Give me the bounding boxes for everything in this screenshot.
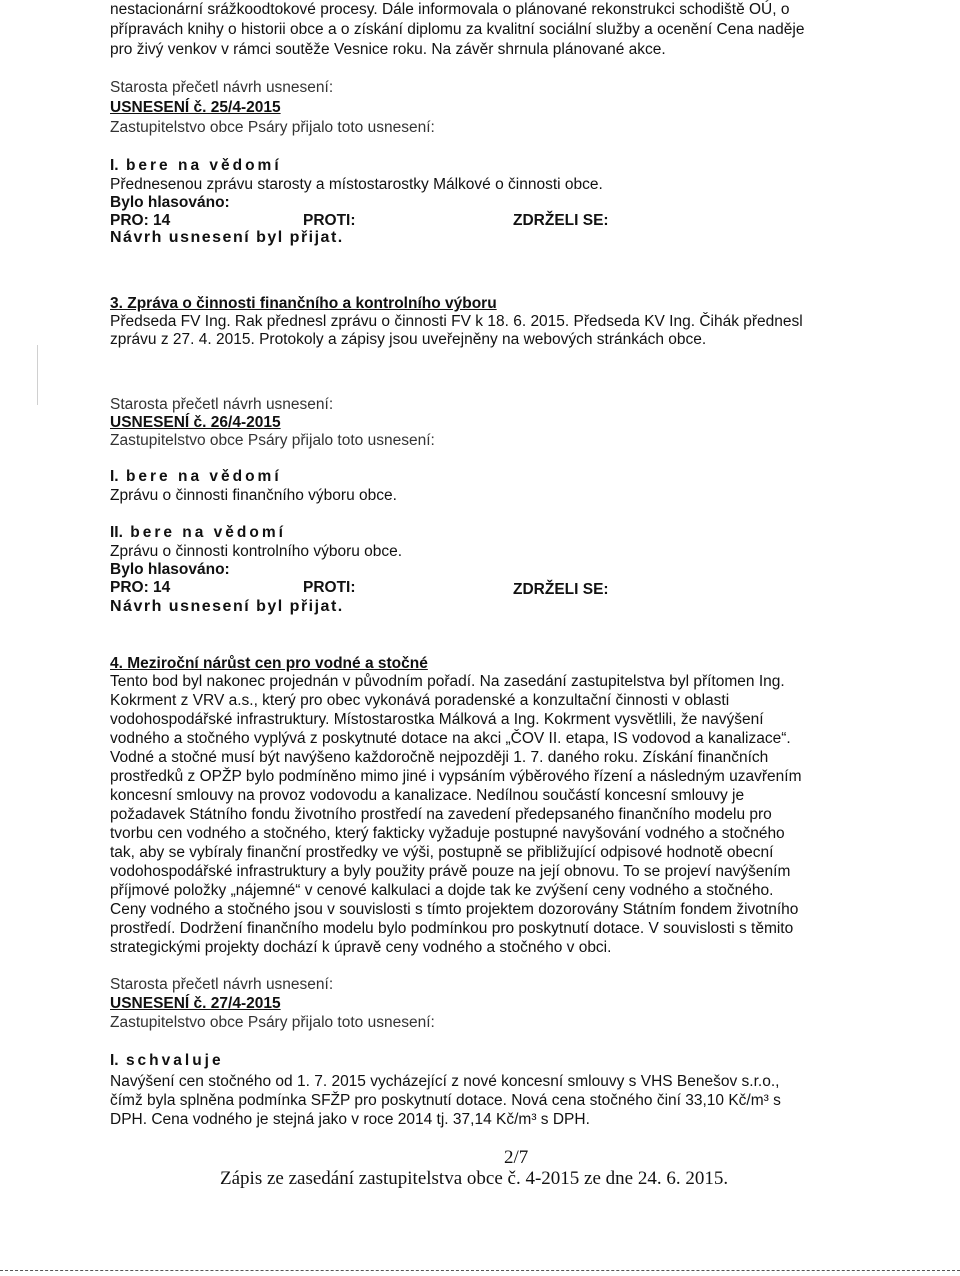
paragraph-line: požadavek Státního fondu životního prostředí na zavedení předepsaného finančního modelu pro [110, 806, 772, 823]
scan-artifact-line [37, 345, 38, 405]
vote-proti: PROTI: [303, 579, 356, 596]
resolution-intro: Starosta přečetl návrh usnesení: [110, 976, 334, 993]
voting-label: Bylo hlasováno: [110, 561, 230, 578]
item-verb: bere na vědomí [125, 468, 282, 485]
resolution-intro: Starosta přečetl návrh usnesení: [110, 79, 334, 96]
paragraph-line: čímž byla splněna podmínka SFŽP pro poskytnutí dotace. Nová cena stočného činí 33,10 Kč/m³ s [110, 1092, 781, 1109]
paragraph-line: Kokrment z VRV a.s., který pro obec vykonává poradenské a konzultační činnosti v oblasti [110, 692, 730, 709]
paragraph-line: koncesní smlouvy na provoz vodovodu a kanalizace. Nedílnou součástí koncesní smlouvy je [110, 787, 745, 804]
paragraph-line: tak, aby se vybíraly finanční prostředky ve výši, postupně se přibližující odpisové hodnotě obecní [110, 844, 774, 861]
footer-title: Zápis ze zasedání zastupitelstva obce č. 4-2015 ze dne 24. 6. 2015. [220, 1168, 729, 1189]
section-heading: 4. Meziroční nárůst cen pro vodné a stočné [110, 655, 428, 672]
paragraph-line: Navýšení cen stočného od 1. 7. 2015 vycházející z nové koncesní smlouvy s VHS Benešov s.r.o., [110, 1073, 780, 1090]
resolution-item-heading [110, 467, 282, 487]
resolution-intro: Starosta přečetl návrh usnesení: [110, 396, 334, 413]
item-number: I. [110, 468, 119, 485]
item-number: I. [110, 1052, 119, 1069]
paragraph-line: pro živý venkov v rámci soutěže Vesnice roku. Na závěr shrnula plánované akce. [110, 41, 666, 58]
resolution-item-text: Zprávu o činnosti finančního výboru obce. [110, 487, 397, 504]
resolution-item-text: Zprávu o činnosti kontrolního výboru obce. [110, 543, 403, 560]
item-verb: bere na vědomí [125, 157, 282, 174]
council-statement: Zastupitelstvo obce Psáry přijalo toto usnesení: [110, 432, 435, 449]
paragraph-line: DPH. Cena vodného je stejná jako v roce 2014 tj. 37,14 Kč/m³ s DPH. [110, 1111, 590, 1128]
paragraph-line: příjmové položky „nájemné“ v cenové kalkulaci a dojde tak ke zvýšení ceny vodného a stočného. [110, 882, 774, 899]
resolution-result: Návrh usnesení byl přijat. [110, 229, 344, 246]
resolution-item-heading [110, 156, 282, 176]
resolution-item-text: Přednesenou zprávu starosty a místostarostky Málkové o činnosti obce. [110, 176, 603, 193]
paragraph-line: Vodné a stočné musí být navýšeno každoročně nejpozději 1. 7. daného roku. Získání finančních [110, 749, 769, 766]
vote-pro: PRO: 14 [110, 212, 171, 229]
resolution-number: USNESENÍ č. 25/4-2015 [110, 99, 281, 116]
vote-pro: PRO: 14 [110, 579, 171, 596]
paragraph-line: vodohospodářské infrastruktury. Místostarostka Málková a Ing. Kokrment vysvětlili, že navýšení [110, 711, 764, 728]
paragraph-line: zprávu z 27. 4. 2015. Protokoly a zápisy jsou uveřejněny na webových stránkách obce. [110, 331, 707, 348]
resolution-number: USNESENÍ č. 27/4-2015 [110, 995, 281, 1012]
paragraph-line: strategickými projekty dochází k úpravě ceny vodného a stočného v obci. [110, 939, 612, 956]
paragraph-line: vodohospodářské infrastruktury a byly použity právě pouze na její obnovu. To se projeví navýšením [110, 863, 791, 880]
paragraph-line: přípravách knihy o historii obce a o získání diplomu za kvalitní sociální služby a ocenění Cena naděje [110, 21, 805, 38]
paragraph-line: prostředků z OPŽP bylo podmíněno mimo jiné i vypsáním výběrového řízení a následným uzavřením [110, 768, 802, 785]
item-verb: schvaluje [125, 1052, 224, 1069]
paragraph-line: tvorbu cen vodného a stočného, který fakticky vyžaduje postupné navyšování vodného a stočného [110, 825, 785, 842]
council-statement: Zastupitelstvo obce Psáry přijalo toto usnesení: [110, 119, 435, 136]
item-number: I. [110, 157, 119, 174]
paragraph-line: nestacionární srážkoodtokové procesy. Dále informovala o plánované rekonstrukci schodiště OÚ, o [110, 1, 790, 18]
vote-zdrzeli: ZDRŽELI SE: [513, 212, 609, 229]
voting-label: Bylo hlasováno: [110, 194, 230, 211]
item-number: II. [110, 524, 123, 541]
resolution-item-heading [110, 1051, 224, 1071]
vote-zdrzeli: ZDRŽELI SE: [513, 581, 609, 598]
page-bottom-rule [0, 1270, 960, 1271]
resolution-result: Návrh usnesení byl přijat. [110, 598, 344, 615]
paragraph-line: prostředí. Dodržení finančního modelu bylo podmínkou pro poskytnutí dotace. V souvislosti s těmito [110, 920, 794, 937]
council-statement: Zastupitelstvo obce Psáry přijalo toto usnesení: [110, 1014, 435, 1031]
section-heading: 3. Zpráva o činnosti finančního a kontrolního výboru [110, 295, 497, 312]
paragraph-line: Tento bod byl nakonec projednán v původním pořadí. Na zasedání zastupitelstva byl přítomen Ing. [110, 673, 785, 690]
resolution-item-heading [110, 523, 286, 543]
page-number: 2/7 [504, 1147, 529, 1168]
paragraph-line: vodného a stočného vyplývá z poskytnuté dotace na akci „ČOV II. etapa, IS vodovod a kanalizace“. [110, 730, 791, 747]
vote-proti: PROTI: [303, 212, 356, 229]
paragraph-line: Předseda FV Ing. Rak přednesl zprávu o činnosti FV k 18. 6. 2015. Předseda KV Ing. Čihák přednesl [110, 313, 803, 330]
item-verb: bere na vědomí [130, 524, 286, 541]
paragraph-line: Ceny vodného a stočného jsou v souvislosti s tímto projektem dozorovány Státním fondem životního [110, 901, 799, 918]
resolution-number: USNESENÍ č. 26/4-2015 [110, 414, 281, 431]
